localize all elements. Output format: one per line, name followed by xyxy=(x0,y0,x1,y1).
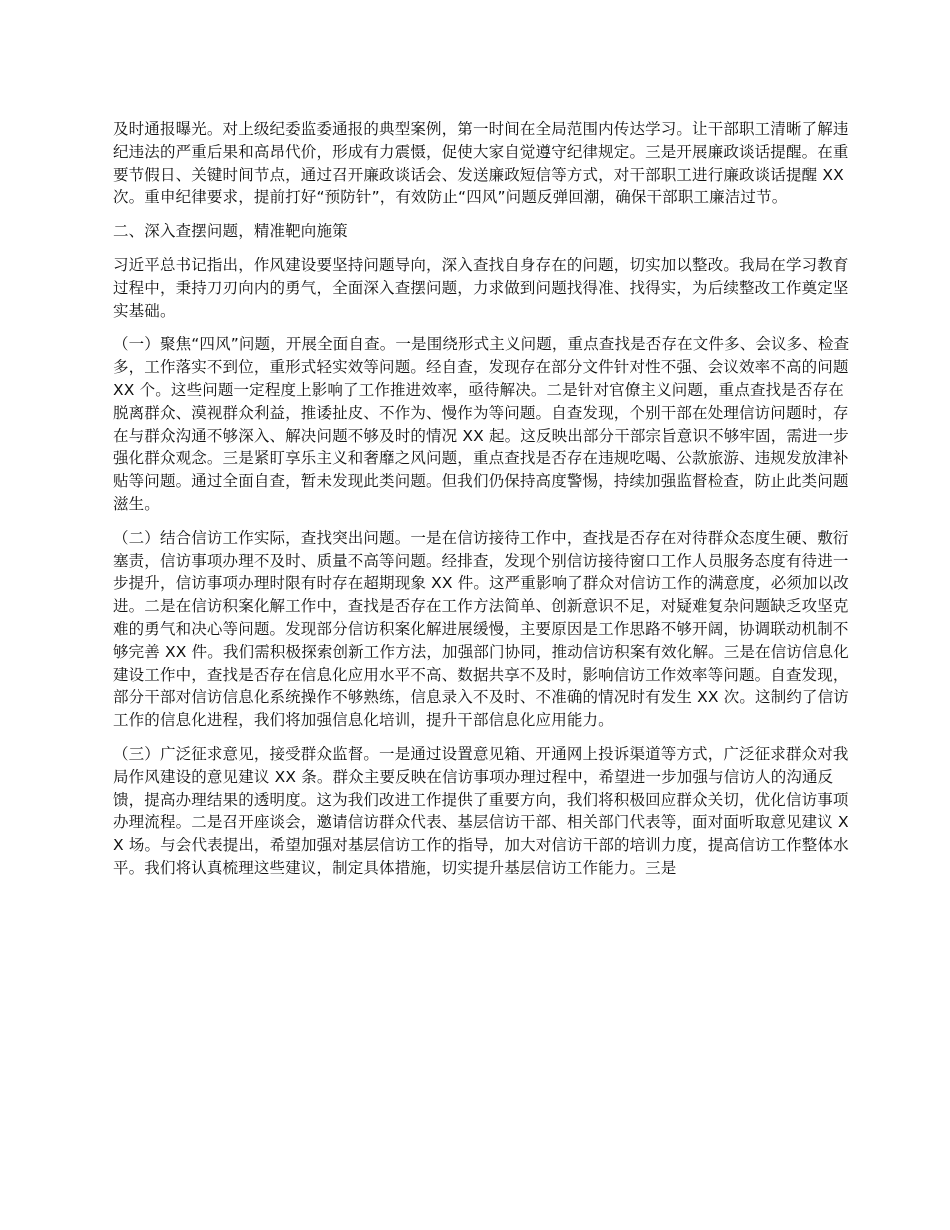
paragraph-problem-orientation: 习近平总书记指出，作风建设要坚持问题导向，深入查找自身存在的问题，切实加以整改。我局在学习教育过程中，秉持刀刃向内的勇气，全面深入查摆问题，力求做到问题找得准、找得实，为后续整改工作奠定坚实基础。 xyxy=(113,255,849,320)
paragraph-four-winds-self-check: （一）聚焦“四风”问题，开展全面自查。一是围绕形式主义问题，重点查找是否存在文件多、会议多、检查多，工作落实不到位，重形式轻实效等问题。经自查，发现存在部分文件针对性不强、会议效率不高的问题 XX 个。这些问题一定程度上影响了工作推进效率，亟待解决。二是针对官僚主义问题，重点查找是否存在脱离群众、漠视群众利益，推诿扯皮、不作为、慢作为等问题。自查发现，个别干部在处理信访问题时，存在与群众沟通不够深入、解决问题不够及时的情况 XX 起。这反映出部分干部宗旨意识不够牢固，需进一步强化群众观念。三是紧盯享乐主义和奢靡之风问题，重点查找是否存在违规吃喝、公款旅游、违规发放津补贴等问题。通过全面自查，暂未发现此类问题。但我们仍保持高度警惕，持续加强监督检查，防止此类问题滋生。 xyxy=(113,335,850,513)
paragraph-public-opinion: （三）广泛征求意见，接受群众监督。一是通过设置意见箱、开通网上投诉渠道等方式，广泛征求群众对我局作风建设的意见建议 XX 条。群众主要反映在信访事项办理过程中，希望进一步加强与信访人的沟通反馈，提高办理结果的透明度。这为我们改进工作提供了重要方向，我们将积极回应群众关切，优化信访事项办理流程。二是召开座谈会，邀请信访群众代表、基层信访干部、相关部门代表等，面对面听取意见建议 XX 场。与会代表提出，希望加强对基层信访工作的指导，加大对信访干部的培训力度，提高信访工作整体水平。我们将认真梳理这些建议，制定具体措施，切实提升基层信访工作能力。三是 xyxy=(113,744,849,877)
paragraph-petition-issues: （二）结合信访工作实际，查找突出问题。一是在信访接待工作中，查找是否存在对待群众态度生硬、敷衍塞责，信访事项办理不及时、质量不高等问题。经排查，发现个别信访接待窗口工作人员服务态度有待进一步提升，信访事项办理时限有时存在超期现象 XX 件。这严重影响了群众对信访工作的满意度，必须加以改进。二是在信访积案化解工作中，查找是否存在工作方法简单、创新意识不足，对疑难复杂问题缺乏攻坚克难的勇气和决心等问题。发现部分信访积案化解进展缓慢，主要原因是工作思路不够开阔，协调联动机制不够完善 XX 件。我们需积极探索创新工作方法，加强部门协同，推动信访积案有效化解。三是在信访信息化建设工作中，查找是否存在信息化应用水平不高、数据共享不及时，影响信访工作效率等问题。自查发现，部分干部对信访信息化系统操作不够熟练，信息录入不及时、不准确的情况时有发生 XX 次。这制约了信访工作的信息化进程，我们将加强信息化培训，提升干部信息化应用能力。 xyxy=(113,528,849,730)
document-page xyxy=(113,118,850,891)
paragraph-discipline-reporting: 及时通报曝光。对上级纪委监委通报的典型案例，第一时间在全局范围内传达学习。让干部职工清晰了解违纪违法的严重后果和高昂代价，形成有力震慑，促使大家自觉遵守纪律规定。三是开展廉政谈话提醒。在重要节假日、关键时间节点，通过召开廉政谈话会、发送廉政短信等方式，对干部职工进行廉政谈话提醒 XX 次。重申纪律要求，提前打好“预防针”，有效防止“四风”问题反弹回潮，确保干部职工廉洁过节。 xyxy=(113,120,849,207)
section-heading-2: 二、深入查摆问题，精准靶向施策 xyxy=(113,222,348,241)
